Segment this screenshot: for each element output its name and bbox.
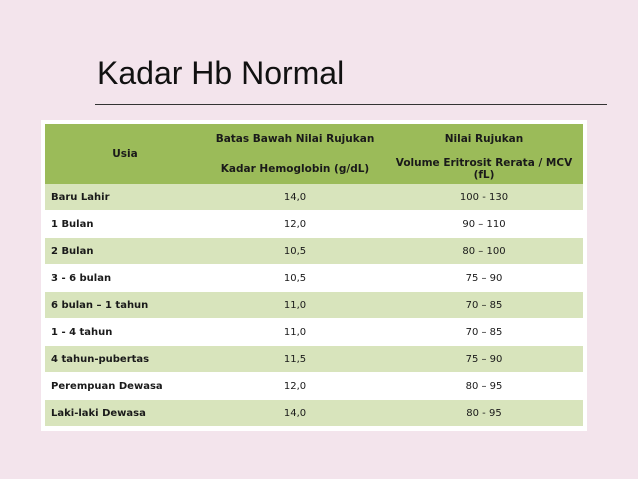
column-header-hb-line1: Batas Bawah Nilai Rujukan — [205, 124, 385, 154]
hb-cell: 11,5 — [205, 346, 385, 373]
mcv-cell: 70 – 85 — [385, 319, 583, 346]
age-cell: 1 - 4 tahun — [45, 319, 205, 346]
hb-reference-table — [45, 124, 583, 426]
column-header-mcv-line1: Nilai Rujukan — [385, 124, 583, 154]
table-row — [45, 184, 583, 211]
age-cell: Baru Lahir — [45, 184, 205, 211]
table-row — [45, 265, 583, 292]
mcv-cell: 70 – 85 — [385, 292, 583, 319]
hb-cell: 10,5 — [205, 238, 385, 265]
column-header-hb-line2: Kadar Hemoglobin (g/dL) — [205, 154, 385, 184]
table-body — [45, 184, 583, 426]
mcv-cell: 90 – 110 — [385, 211, 583, 238]
table-row — [45, 346, 583, 373]
table-row — [45, 238, 583, 265]
mcv-cell: 100 - 130 — [385, 184, 583, 211]
mcv-cell: 80 – 100 — [385, 238, 583, 265]
hb-cell: 10,5 — [205, 265, 385, 292]
column-header-mcv-line2: Volume Eritrosit Rerata / MCV (fL) — [385, 154, 583, 184]
mcv-cell: 80 – 95 — [385, 373, 583, 400]
mcv-cell: 75 – 90 — [385, 346, 583, 373]
table-row — [45, 319, 583, 346]
age-cell: 1 Bulan — [45, 211, 205, 238]
table-row — [45, 373, 583, 400]
hb-cell: 11,0 — [205, 292, 385, 319]
table-row — [45, 400, 583, 427]
age-cell: 6 bulan – 1 tahun — [45, 292, 205, 319]
title-divider — [95, 104, 607, 105]
column-header-age: Usia — [45, 124, 205, 184]
hb-cell: 11,0 — [205, 319, 385, 346]
table-frame — [41, 120, 587, 431]
age-cell: Laki-laki Dewasa — [45, 400, 205, 427]
slide-title: Kadar Hb Normal — [97, 55, 345, 91]
age-cell: 2 Bulan — [45, 238, 205, 265]
table-header — [45, 124, 583, 184]
hb-cell: 14,0 — [205, 184, 385, 211]
table-row — [45, 292, 583, 319]
hb-cell: 14,0 — [205, 400, 385, 427]
mcv-cell: 75 – 90 — [385, 265, 583, 292]
age-cell: 4 tahun-pubertas — [45, 346, 205, 373]
table-row — [45, 211, 583, 238]
age-cell: 3 - 6 bulan — [45, 265, 205, 292]
mcv-cell: 80 - 95 — [385, 400, 583, 427]
age-cell: Perempuan Dewasa — [45, 373, 205, 400]
hb-cell: 12,0 — [205, 373, 385, 400]
hb-cell: 12,0 — [205, 211, 385, 238]
